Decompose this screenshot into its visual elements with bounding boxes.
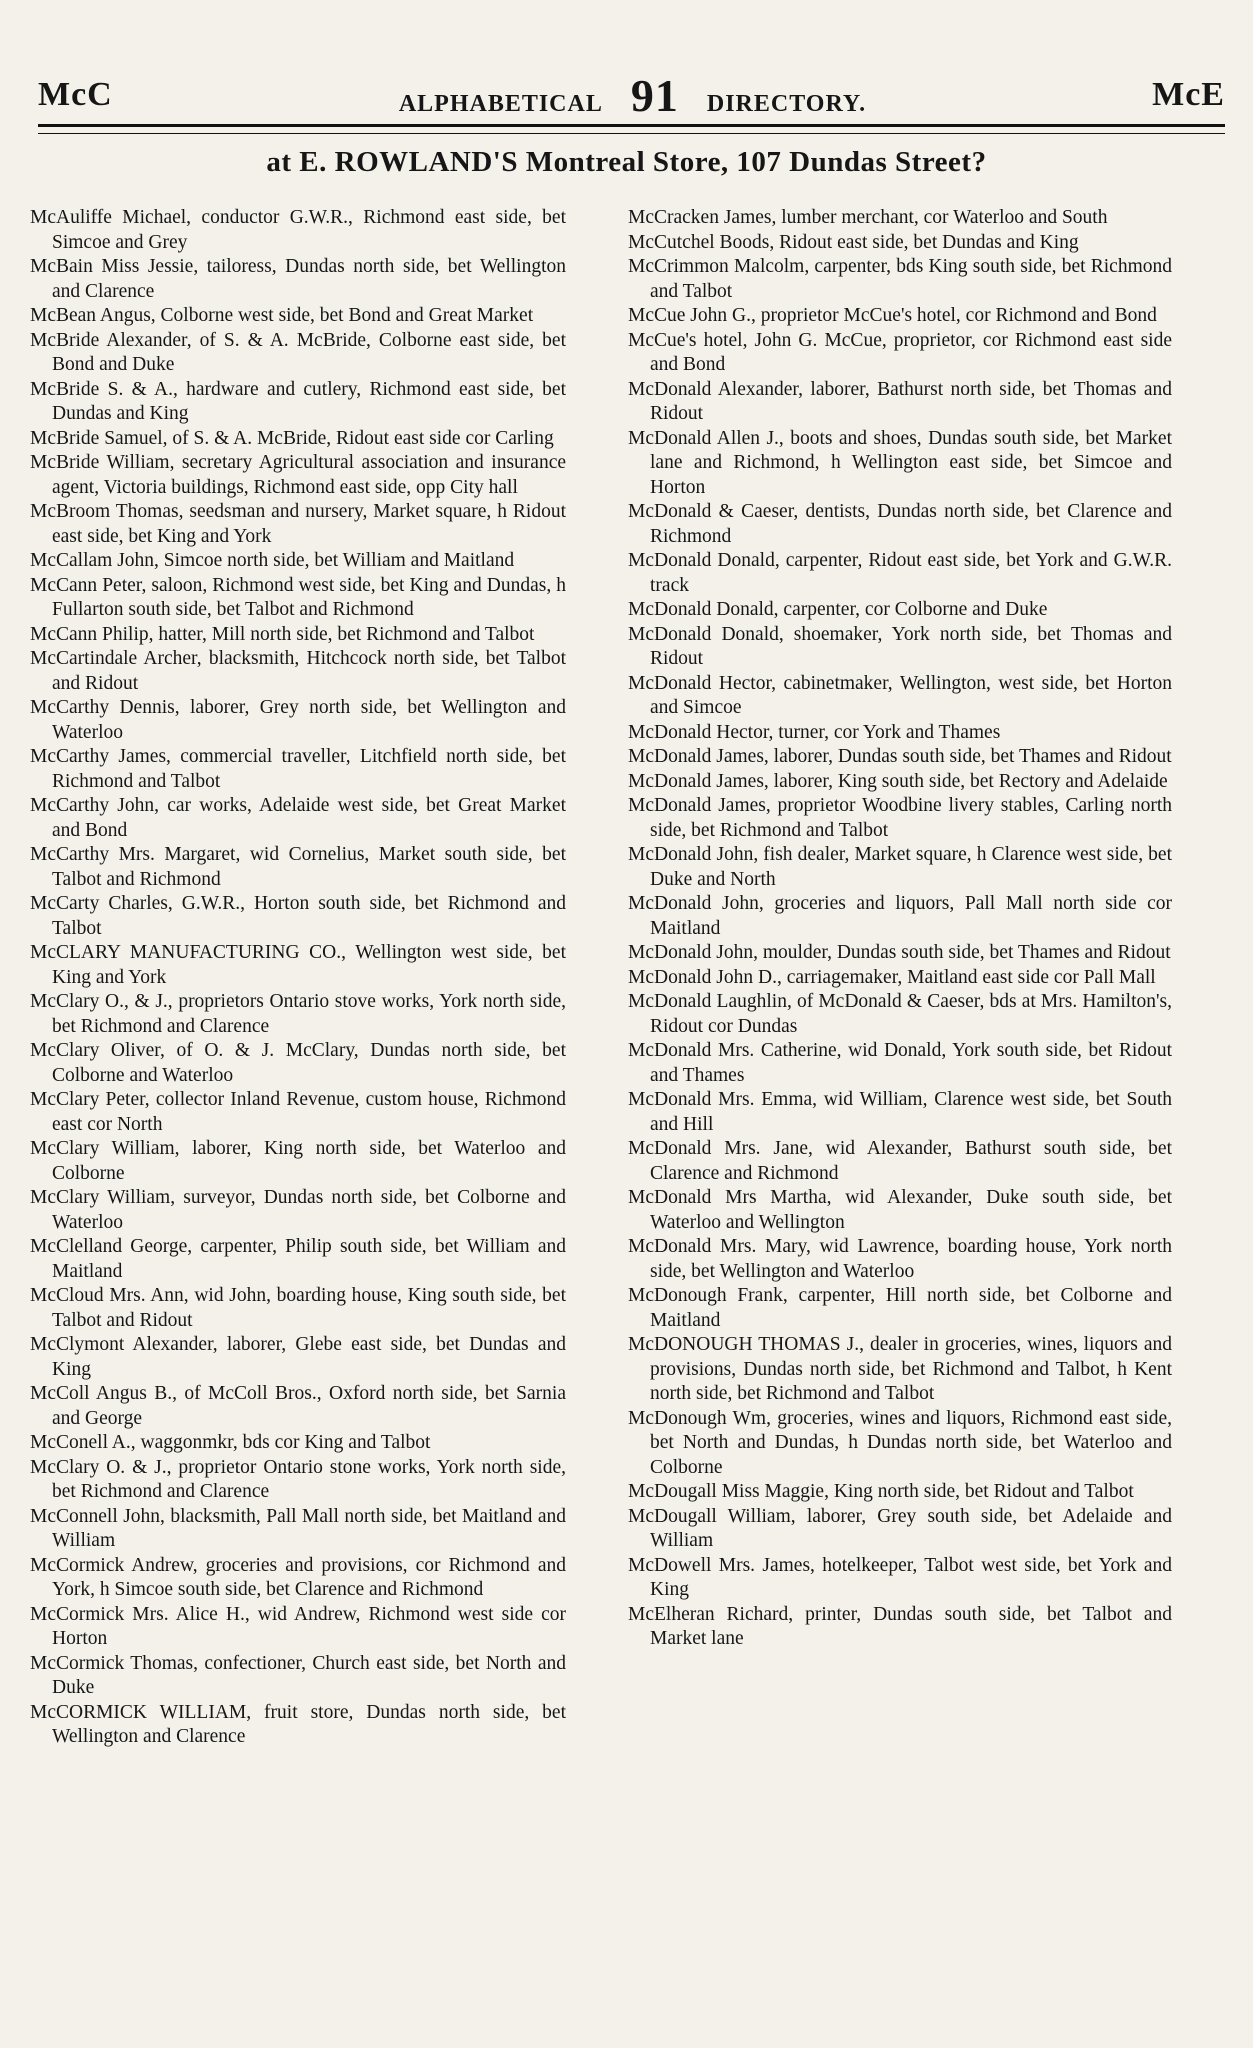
- directory-entry: McDougall William, laborer, Grey south side, bet Adelaide and William: [628, 1505, 1172, 1551]
- directory-entry: McDonald Hector, cabinetmaker, Wellington, west side, bet Horton and Simcoe: [628, 672, 1172, 718]
- directory-entry: McColl Angus B., of McColl Bros., Oxford north side, bet Sarnia and George: [30, 1383, 566, 1429]
- directory-entry: McCormick Andrew, groceries and provisions, cor Richmond and York, h Simcoe south side, bet Clarence and Richmond: [30, 1554, 566, 1600]
- directory-entry: McBride S. & A., hardware and cutlery, Richmond east side, bet Dundas and King: [30, 378, 566, 424]
- directory-entry: McClymont Alexander, laborer, Glebe east side, bet Dundas and King: [30, 1334, 566, 1380]
- directory-entry: McDONOUGH THOMAS J., dealer in groceries, wines, liquors and provisions, Dundas north side, bet Richmond and Talbot, h Kent north side, bet Richmond and Talbot: [628, 1334, 1172, 1404]
- directory-entry: McDonald John, moulder, Dundas south side, bet Thames and Ridout: [628, 942, 1171, 963]
- directory-entry: McConell A., waggonmkr, bds cor King and Talbot: [30, 1432, 431, 1453]
- directory-entry: McClary O., & J., proprietors Ontario stove works, York north side, bet Richmond and Clarence: [30, 991, 566, 1037]
- directory-entry: McDonald Mrs Martha, wid Alexander, Duke south side, bet Waterloo and Wellington: [628, 1187, 1172, 1233]
- directory-entry: McAuliffe Michael, conductor G.W.R., Richmond east side, bet Simcoe and Grey: [30, 207, 566, 253]
- right-column: [628, 206, 1172, 1652]
- directory-entry: McDonald James, laborer, Dundas south side, bet Thames and Ridout: [628, 746, 1172, 767]
- directory-entry: McCarthy Mrs. Margaret, wid Cornelius, Market south side, bet Talbot and Richmond: [30, 844, 566, 890]
- directory-entry: McCormick Thomas, confectioner, Church east side, bet North and Duke: [30, 1652, 566, 1698]
- directory-entry: McDonald & Caeser, dentists, Dundas north side, bet Clarence and Richmond: [628, 501, 1172, 547]
- directory-entry: McDonald John D., carriagemaker, Maitland east side cor Pall Mall: [628, 966, 1156, 988]
- header-range-start: McC: [38, 76, 113, 113]
- directory-entry: McCue's hotel, John G. McCue, proprietor, cor Richmond east side and Bond: [628, 329, 1172, 375]
- directory-entry: McBain Miss Jessie, tailoress, Dundas north side, bet Wellington and Clarence: [30, 256, 566, 302]
- directory-entry: McCarthy James, commercial traveller, Litchfield north side, bet Richmond and Talbot: [30, 746, 566, 792]
- directory-entry: McDonald James, laborer, King south side, bet Rectory and Adelaide: [628, 770, 1168, 792]
- directory-entry: McElheran Richard, printer, Dundas south side, bet Talbot and Market lane: [628, 1603, 1172, 1649]
- directory-entry: McBride Alexander, of S. & A. McBride, Colborne east side, bet Bond and Duke: [30, 329, 566, 375]
- directory-entry: McCann Philip, hatter, Mill north side, bet Richmond and Talbot: [30, 623, 535, 645]
- directory-entry: McCORMICK WILLIAM, fruit store, Dundas north side, bet Wellington and Clarence: [30, 1701, 566, 1747]
- left-column: [30, 206, 566, 1750]
- directory-entry: McDougall Miss Maggie, King north side, bet Ridout and Talbot: [628, 1481, 1134, 1502]
- directory-entry: McClary Oliver, of O. & J. McClary, Dundas north side, bet Colborne and Waterloo: [30, 1040, 566, 1086]
- directory-entry: McDonald Mrs. Jane, wid Alexander, Bathurst south side, bet Clarence and Richmond: [628, 1138, 1172, 1184]
- directory-entry: McBride William, secretary Agricultural association and insurance agent, Victoria buildings, Richmond east side, opp City hall: [30, 452, 566, 498]
- header-range-end: McE: [1152, 76, 1225, 113]
- directory-entry: McDonald Laughlin, of McDonald & Caeser, bds at Mrs. Hamilton's, Ridout cor Dundas: [628, 991, 1172, 1037]
- directory-entry: McCann Peter, saloon, Richmond west side, bet King and Dundas, h Fullarton south side, bet Talbot and Richmond: [30, 574, 566, 620]
- page-number: 91: [630, 69, 679, 121]
- directory-entry: McClary William, laborer, King north side, bet Waterloo and Colborne: [30, 1138, 566, 1184]
- directory-entry: McCarty Charles, G.W.R., Horton south side, bet Richmond and Talbot: [30, 893, 566, 939]
- directory-entry: McDonald John, groceries and liquors, Pall Mall north side cor Maitland: [628, 893, 1172, 939]
- page-header: [38, 70, 1225, 120]
- directory-entry: McDonald Allen J., boots and shoes, Dundas south side, bet Market lane and Richmond, h Wellington east side, bet Simcoe and Horton: [628, 427, 1172, 498]
- directory-entry: McDonald Donald, shoemaker, York north side, bet Thomas and Ridout: [628, 623, 1172, 669]
- directory-entry: McCloud Mrs. Ann, wid John, boarding house, King south side, bet Talbot and Ridout: [30, 1285, 566, 1331]
- directory-entry: McCallam John, Simcoe north side, bet William and Maitland: [30, 550, 515, 571]
- directory-entry: McDonough Wm, groceries, wines and liquors, Richmond east side, bet North and Dundas, h Dundas north side, bet Waterloo and Colborne: [628, 1407, 1172, 1478]
- directory-entry: McDonough Frank, carpenter, Hill north side, bet Colborne and Maitland: [628, 1285, 1172, 1331]
- advert-banner: at E. ROWLAND'S Montreal Store, 107 Dundas Street?: [266, 146, 987, 178]
- directory-entry: McCormick Mrs. Alice H., wid Andrew, Richmond west side cor Horton: [30, 1603, 566, 1649]
- directory-entry: McBroom Thomas, seedsman and nursery, Market square, h Ridout east side, bet King and York: [30, 501, 566, 547]
- directory-entry: McDonald Mrs. Catherine, wid Donald, York south side, bet Ridout and Thames: [628, 1040, 1172, 1086]
- directory-entry: McCutchel Boods, Ridout east side, bet Dundas and King: [628, 231, 1079, 253]
- directory-entry: McDonald Mrs. Mary, wid Lawrence, boarding house, York north side, bet Wellington and Waterloo: [628, 1236, 1172, 1282]
- directory-entry: McDonald John, fish dealer, Market square, h Clarence west side, bet Duke and North: [628, 844, 1172, 890]
- directory-entry: McCarthy Dennis, laborer, Grey north side, bet Wellington and Waterloo: [30, 697, 566, 743]
- directory-entry: McClary O. & J., proprietor Ontario stone works, York north side, bet Richmond and Clarence: [30, 1456, 566, 1502]
- directory-entry: McDonald Mrs. Emma, wid William, Clarence west side, bet South and Hill: [628, 1089, 1172, 1135]
- directory-entry: McDowell Mrs. James, hotelkeeper, Talbot west side, bet York and King: [628, 1554, 1172, 1600]
- header-title-left: ALPHABETICAL: [398, 90, 603, 117]
- directory-entry: McCarthy John, car works, Adelaide west side, bet Great Market and Bond: [30, 795, 566, 841]
- directory-entry: McCLARY MANUFACTURING CO., Wellington west side, bet King and York: [30, 942, 566, 988]
- header-title-right: DIRECTORY.: [706, 90, 867, 117]
- directory-entry: McCue John G., proprietor McCue's hotel, cor Richmond and Bond: [628, 305, 1157, 326]
- header-center: [399, 69, 866, 122]
- directory-entry: McCracken James, lumber merchant, cor Waterloo and South: [628, 207, 1108, 228]
- directory-entry: McClary Peter, collector Inland Revenue, custom house, Richmond east cor North: [30, 1089, 566, 1135]
- header-rule: [38, 124, 1225, 134]
- directory-entry: McClelland George, carpenter, Philip south side, bet William and Maitland: [30, 1236, 566, 1282]
- directory-entry: McBride Samuel, of S. & A. McBride, Ridout east side cor Carling: [30, 427, 554, 449]
- directory-entry: McBean Angus, Colborne west side, bet Bond and Great Market: [30, 305, 534, 326]
- directory-entry: McDonald Hector, turner, cor York and Thames: [628, 721, 1001, 743]
- directory-entry: McCartindale Archer, blacksmith, Hitchcock north side, bet Talbot and Ridout: [30, 648, 566, 694]
- directory-entry: McClary William, surveyor, Dundas north side, bet Colborne and Waterloo: [30, 1187, 566, 1233]
- directory-entry: McCrimmon Malcolm, carpenter, bds King south side, bet Richmond and Talbot: [628, 256, 1172, 302]
- directory-entry: McDonald Alexander, laborer, Bathurst north side, bet Thomas and Ridout: [628, 378, 1172, 424]
- directory-entry: McConnell John, blacksmith, Pall Mall north side, bet Maitland and William: [30, 1505, 566, 1551]
- directory-entry: McDonald James, proprietor Woodbine livery stables, Carling north side, bet Richmond and Talbot: [628, 795, 1172, 841]
- directory-entry: McDonald Donald, carpenter, cor Colborne and Duke: [628, 599, 1048, 620]
- directory-entry: McDonald Donald, carpenter, Ridout east side, bet York and G.W.R. track: [628, 550, 1172, 596]
